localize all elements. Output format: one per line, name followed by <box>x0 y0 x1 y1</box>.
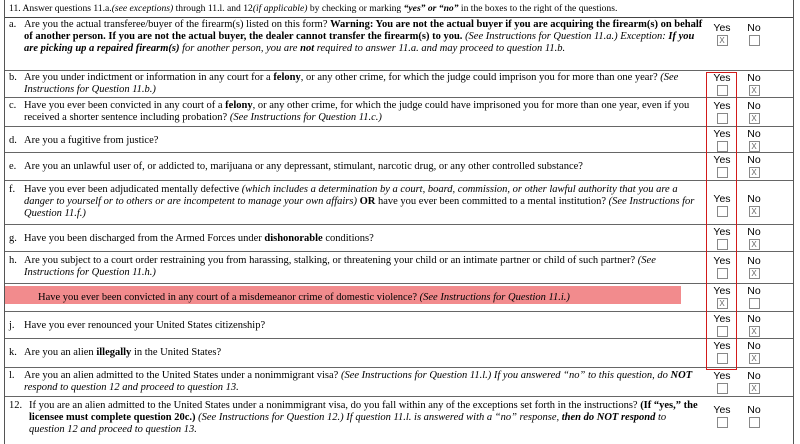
no-checkbox[interactable]: X <box>749 353 760 364</box>
yes-checkbox[interactable] <box>717 239 728 250</box>
yes-option-11d[interactable]: Yes <box>708 129 736 152</box>
no-checkbox[interactable]: X <box>749 85 760 96</box>
no-option-11i[interactable]: No <box>740 286 768 309</box>
yes-checkbox[interactable] <box>717 167 728 178</box>
yes-option-11g[interactable]: Yes <box>708 227 736 250</box>
no-checkbox[interactable]: X <box>749 113 760 124</box>
yes-option-11a[interactable]: Yes X <box>713 22 731 45</box>
question-number: e. <box>9 161 17 172</box>
no-option-12[interactable]: No <box>740 405 768 428</box>
yes-checkbox[interactable] <box>717 141 728 152</box>
yes-checkbox[interactable] <box>717 113 728 124</box>
question-text-11b: Are you under indictment or information in any court for a felony, or any other crime, for which the judge could imprison you for more than one year? (See Instructions for Question 11.b.) <box>24 72 679 95</box>
question-row-11d <box>5 127 793 153</box>
yes-option-11i[interactable]: Yes X <box>713 285 731 308</box>
question-number: b. <box>9 72 17 83</box>
question-text-11l: Are you an alien admitted to the United States under a nonimmigrant visa? (See Instructions for Question 11.l.) If you answered “no” to this question, do NOT respond to question 12 and proceed to question 13. <box>24 370 693 393</box>
question-row-11l <box>5 368 793 397</box>
yes-checkbox[interactable]: X <box>717 35 728 46</box>
no-option-11h[interactable]: No X <box>747 255 761 278</box>
question-row-11a <box>5 18 793 71</box>
question-row-11b <box>5 71 793 98</box>
section-11-instructions: 11. Answer questions 11.a.(see exceptions) through 11.l. and 12(if applicable) by checking or marking “yes” or “no” in the boxes to the right of the questions. <box>5 0 793 18</box>
question-text-11g: Have you been discharged from the Armed Forces under dishonorable conditions? <box>24 233 374 244</box>
question-number: g. <box>9 233 17 244</box>
no-option-11k[interactable]: No X <box>747 340 761 363</box>
question-text-11j: Have you ever renounced your United States citizenship? <box>24 320 266 331</box>
no-checkbox[interactable]: X <box>749 326 760 337</box>
no-option-11g[interactable]: No X <box>747 226 761 249</box>
question-text-11e: Are you an unlawful user of, or addicted to, marijuana or any depressant, stimulant, narcotic drug, or any other controlled substance? <box>24 161 583 172</box>
question-text-11a: Are you the actual transferee/buyer of the firearm(s) listed on this form? Warning: You are not the actual buyer if you are acquiring the firearm(s) on behalf of another person. If you are not the actual buyer, the dealer cannot transfer the firearm(s) to you. (See Instructions for Question 11.a.) Exception: If you are picking up a repaired firearm(s) for another person, you are not required to answer 11.a. and may proceed to question 11.b. <box>24 19 703 54</box>
question-row-11i <box>5 284 793 312</box>
question-text-12: If you are an alien admitted to the United States under a nonimmigrant visa, do you fall within any of the exceptions set forth in the instructions? (If “yes,” the licensee must complete question 20c.) (See Instructions for Question 12.) If question 11.l. is answered with a “no” response, then do NOT respond to question 12 and proceed to question 13. <box>29 400 698 435</box>
question-text-11d: Are you a fugitive from justice? <box>24 135 159 146</box>
yes-checkbox[interactable] <box>717 353 728 364</box>
question-text-11f: Have you ever been adjudicated mentally defective (which includes a determination by a court, board, commission, or other lawful authority that you are a danger to yourself or to others or are incompetent to manage your own affairs) OR have you ever been committed to a mental institution? (See Instructions for Question 11.f.) <box>24 184 695 219</box>
question-number: j. <box>9 320 15 331</box>
question-number: c. <box>9 100 17 111</box>
question-text-11i: Have you ever been convicted in any court of a misdemeanor crime of domestic violence? (See Instructions for Question 11.i.) <box>5 286 681 304</box>
question-number: a. <box>9 19 17 30</box>
yes-option-11h[interactable]: Yes <box>708 256 736 279</box>
yes-option-11j[interactable]: Yes <box>708 314 736 337</box>
question-number: d. <box>9 135 17 146</box>
question-number: k. <box>9 347 17 358</box>
no-option-11e[interactable]: No X <box>747 154 761 177</box>
yes-option-11f[interactable]: Yes <box>708 194 736 217</box>
yes-option-11l[interactable]: Yes <box>708 371 736 394</box>
no-checkbox[interactable] <box>749 298 760 309</box>
no-option-11a[interactable]: No <box>740 23 768 46</box>
no-checkbox[interactable]: X <box>749 268 760 279</box>
question-row-11j <box>5 312 793 339</box>
yes-checkbox[interactable] <box>717 268 728 279</box>
question-row-11f <box>5 181 793 225</box>
no-option-11b[interactable]: No X <box>747 72 761 95</box>
no-option-11j[interactable]: No X <box>747 313 761 336</box>
yes-option-11k[interactable]: Yes <box>708 341 736 364</box>
no-checkbox[interactable]: X <box>749 383 760 394</box>
question-number: f. <box>9 184 16 195</box>
question-text-11c: Have you ever been convicted in any court of a felony, or any other crime, for which the judge could have imprisoned you for more than one year, even if you received a shorter sentence including probation? (See Instructions for Question 11.c.) <box>24 100 690 123</box>
question-number: h. <box>9 255 17 266</box>
no-checkbox[interactable]: X <box>749 167 760 178</box>
no-option-11l[interactable]: No X <box>747 370 761 393</box>
yes-option-11c[interactable]: Yes <box>708 101 736 124</box>
question-row-11g <box>5 225 793 252</box>
questions-form <box>4 0 794 444</box>
yes-option-12[interactable]: Yes <box>708 405 736 428</box>
yes-checkbox[interactable]: X <box>717 298 728 309</box>
yes-checkbox[interactable] <box>717 85 728 96</box>
question-text-11k: Are you an alien illegally in the United States? <box>24 347 222 358</box>
question-row-12 <box>5 397 793 444</box>
question-text-11h: Are you subject to a court order restraining you from harassing, stalking, or threatening your child or an intimate partner or child of such partner? (See Instructions for Question 11.h.) <box>24 255 656 278</box>
no-checkbox[interactable] <box>749 35 760 46</box>
yes-checkbox[interactable] <box>717 326 728 337</box>
no-checkbox[interactable] <box>749 417 760 428</box>
no-option-11f[interactable]: No X <box>747 193 761 216</box>
yes-checkbox[interactable] <box>717 383 728 394</box>
no-option-11d[interactable]: No X <box>747 128 761 151</box>
yes-checkbox[interactable] <box>717 206 728 217</box>
question-row-11c <box>5 98 793 127</box>
no-checkbox[interactable]: X <box>749 239 760 250</box>
yes-option-11b[interactable]: Yes <box>708 73 736 96</box>
question-number: l. <box>9 370 15 381</box>
question-row-11h <box>5 252 793 284</box>
no-checkbox[interactable]: X <box>749 206 760 217</box>
yes-checkbox[interactable] <box>717 417 728 428</box>
yes-option-11e[interactable]: Yes <box>708 155 736 178</box>
question-row-11k <box>5 339 793 368</box>
no-checkbox[interactable]: X <box>749 141 760 152</box>
no-option-11c[interactable]: No X <box>747 100 761 123</box>
question-row-11e <box>5 153 793 181</box>
question-number: 12. <box>9 400 23 411</box>
